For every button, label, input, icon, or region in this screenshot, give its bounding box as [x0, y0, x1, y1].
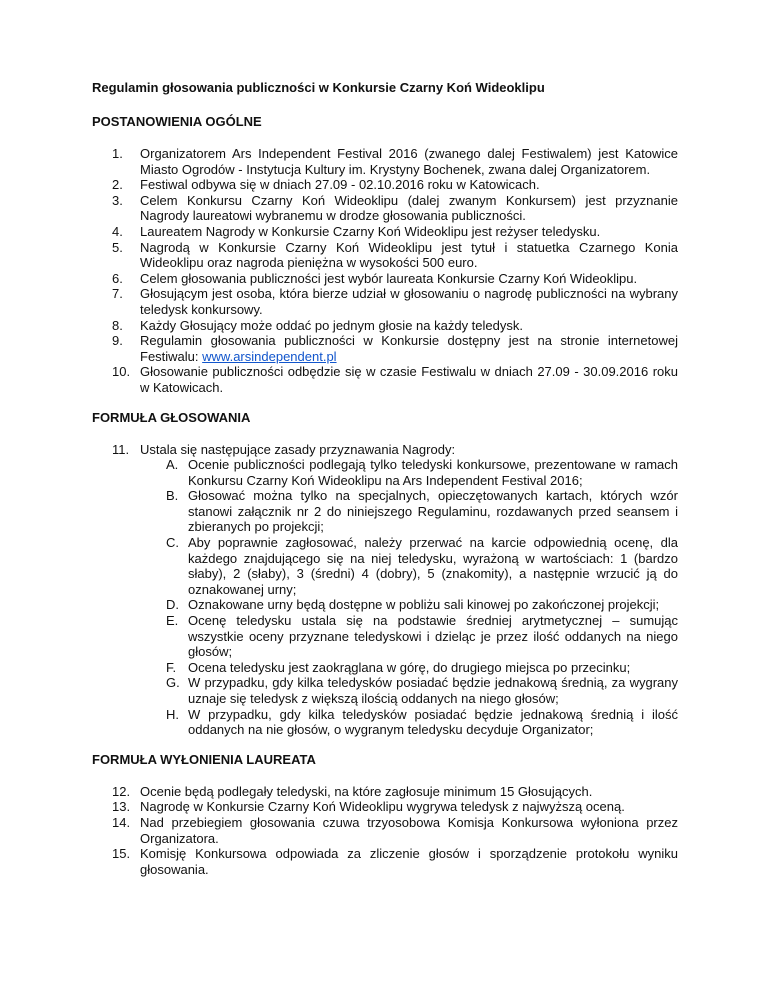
voting-rules-list	[92, 442, 678, 738]
list-item: 10. Głosowanie publiczności odbędzie się w czasie Festiwalu w dniach 27.09 - 30.09.2016 roku w Katowicach.	[112, 364, 678, 395]
list-item: 3. Celem Konkursu Czarny Koń Wideoklipu (dalej zwanym Konkursem) jest przyznanie Nagrody laureatowi wybranemu w drodze głosowania publiczności.	[112, 192, 678, 224]
list-item: 4. Laureatem Nagrody w Konkursie Czarny Koń Wideoklipu jest reżyser teledysku.	[112, 223, 601, 239]
list-item: 8. Każdy Głosujący może oddać po jednym głosie na każdy teledysk.	[112, 317, 523, 333]
section-heading-laureate: FORMUŁA WYŁONIENIA LAUREATA	[92, 751, 316, 767]
list-item: 11. Ustala się następujące zasady przyznawania Nagrody: A. Ocenie publiczności podlegają tylko teledyski konkursowe, prezentowane w ramach Konkursu Czarny Koń Wideoklipu na Ars Independent Festival 2016; B. Głosować można tylko na specjalnych, opieczętowanych kartach, których wzór stanowi załącznik nr 2 do niniejszego Regulaminu, rozdawanych przed seansem i zbieranych po projekcji; C. Aby poprawnie zagłosować, należy przerwać na karcie odpowiednią ocenę, dla każdego znajdującego się na niej teledysku, wyrażoną w wartościach: 1 (bardzo słaby), 2 (słaby), 3 (średni) 4 (dobry), 5 (znakomity), a następnie wrzucić ją do oznakowanej urny; D. Oznakowane urny będą dostępne w pobliżu sali kinowej po zakończonej projekcji; E. Ocenę teledysku ustala się na podstawie średniej arytmetycznej – sumując wszystkie oceny przyznane teledyskowi i dzieląc je przez ilość oddanych na niego głosów; F. Ocena teledysku jest zaokrąglana w górę, do drugiego miejsca po przecinku; G. W przypadku, gdy kilka teledysków posiadać będzie jednakową średnią, za wygrany uznaje się teledysk z większą ilością oddanych na niego głosów; H. W przypadku, gdy kilka teledysków posiadać będzie jednakową średnią i ilość oddanych na nie głosów, o wygranym teledysku decyduje Organizator;	[92, 442, 678, 738]
sub-list-item: G. W przypadku, gdy kilka teledysków posiadać będzie jednakową średnią, za wygrany uznaje się teledysk z większą ilością oddanych na niego głosów;	[166, 675, 678, 706]
laureate-selection-list	[92, 784, 678, 878]
sub-list-item: B. Głosować można tylko na specjalnych, opieczętowanych kartach, których wzór stanowi załącznik nr 2 do niniejszego Regulaminu, rozdawanych przed seansem i zbieranych po projekcji;	[166, 488, 678, 535]
document-title: Regulamin głosowania publiczności w Konkursie Czarny Koń Wideoklipu	[92, 80, 545, 95]
list-item: 12. Ocenie będą podlegały teledyski, na które zagłosuje minimum 15 Głosujących.	[112, 783, 593, 799]
list-item: 1. Organizatorem Ars Independent Festival 2016 (zwanego dalej Festiwalem) jest Katowice Miasto Ogrodów - Instytucja Kultury im. Krystyny Bochenek, zwana dalej Organizatorem.	[112, 146, 678, 177]
section-heading-voting: FORMUŁA GŁOSOWANIA	[92, 409, 251, 425]
sub-list-item: A. Ocenie publiczności podlegają tylko teledyski konkursowe, prezentowane w ramach Konkursu Czarny Koń Wideoklipu na Ars Independent Festival 2016;	[166, 457, 678, 488]
voting-subrules-list	[92, 457, 678, 738]
list-item: 6. Celem głosowania publiczności jest wybór laureata Konkursie Czarny Koń Wideoklipu.	[112, 270, 638, 286]
sub-list-item: H. W przypadku, gdy kilka teledysków posiadać będzie jednakową średnią i ilość oddanych na nie głosów, o wygranym teledysku decyduje Organizator;	[166, 706, 678, 738]
list-item: 9. Regulamin głosowania publiczności w Konkursie dostępny jest na stronie internetowej Festiwalu: www.arsindependent.pl	[112, 333, 678, 364]
sub-list-item: F. Ocena teledysku jest zaokrąglana w górę, do drugiego miejsca po przecinku;	[166, 659, 631, 675]
document-page	[92, 80, 678, 891]
list-item: 14. Nad przebiegiem głosowania czuwa trzyosobowa Komisja Konkursowa wyłoniona przez Organizatora.	[112, 814, 678, 846]
list-item: 2. Festiwal odbywa się w dniach 27.09 - 02.10.2016 roku w Katowicach.	[112, 177, 540, 193]
section-heading-general: POSTANOWIENIA OGÓLNE	[92, 114, 262, 129]
sub-list-item: D. Oznakowane urny będą dostępne w pobliżu sali kinowej po zakończonej projekcji;	[166, 597, 660, 613]
festival-website-link[interactable]: www.arsindependent.pl	[202, 348, 337, 364]
list-item: 5. Nagrodą w Konkursie Czarny Koń Wideoklipu jest tytuł i statuetka Czarnego Konia Wideoklipu oraz nagroda pieniężna w wysokości 500 euro.	[112, 239, 678, 271]
general-provisions-list	[92, 146, 678, 396]
list-item: 7. Głosującym jest osoba, która bierze udział w głosowaniu o nagrodę publiczności na wybrany teledysk konkursowy.	[112, 286, 678, 317]
list-item: 15. Komisję Konkursowa odpowiada za zliczenie głosów i sporządzenie protokołu wyniku głosowania.	[112, 846, 678, 877]
sub-list-item: C. Aby poprawnie zagłosować, należy przerwać na karcie odpowiednią ocenę, dla każdego znajdującego się na niej teledysku, wyrażoną w wartościach: 1 (bardzo słaby), 2 (słaby), 3 (średni) 4 (dobry), 5 (znakomity), a następnie wrzucić ją do oznakowanej urny;	[166, 535, 678, 597]
list-item: 13. Nagrodę w Konkursie Czarny Koń Wideoklipu wygrywa teledysk z najwyższą oceną.	[112, 799, 625, 815]
sub-list-item: E. Ocenę teledysku ustala się na podstawie średniej arytmetycznej – sumując wszystkie oceny przyznane teledyskowi i dzieląc je przez ilość oddanych na niego głosów;	[166, 613, 678, 660]
